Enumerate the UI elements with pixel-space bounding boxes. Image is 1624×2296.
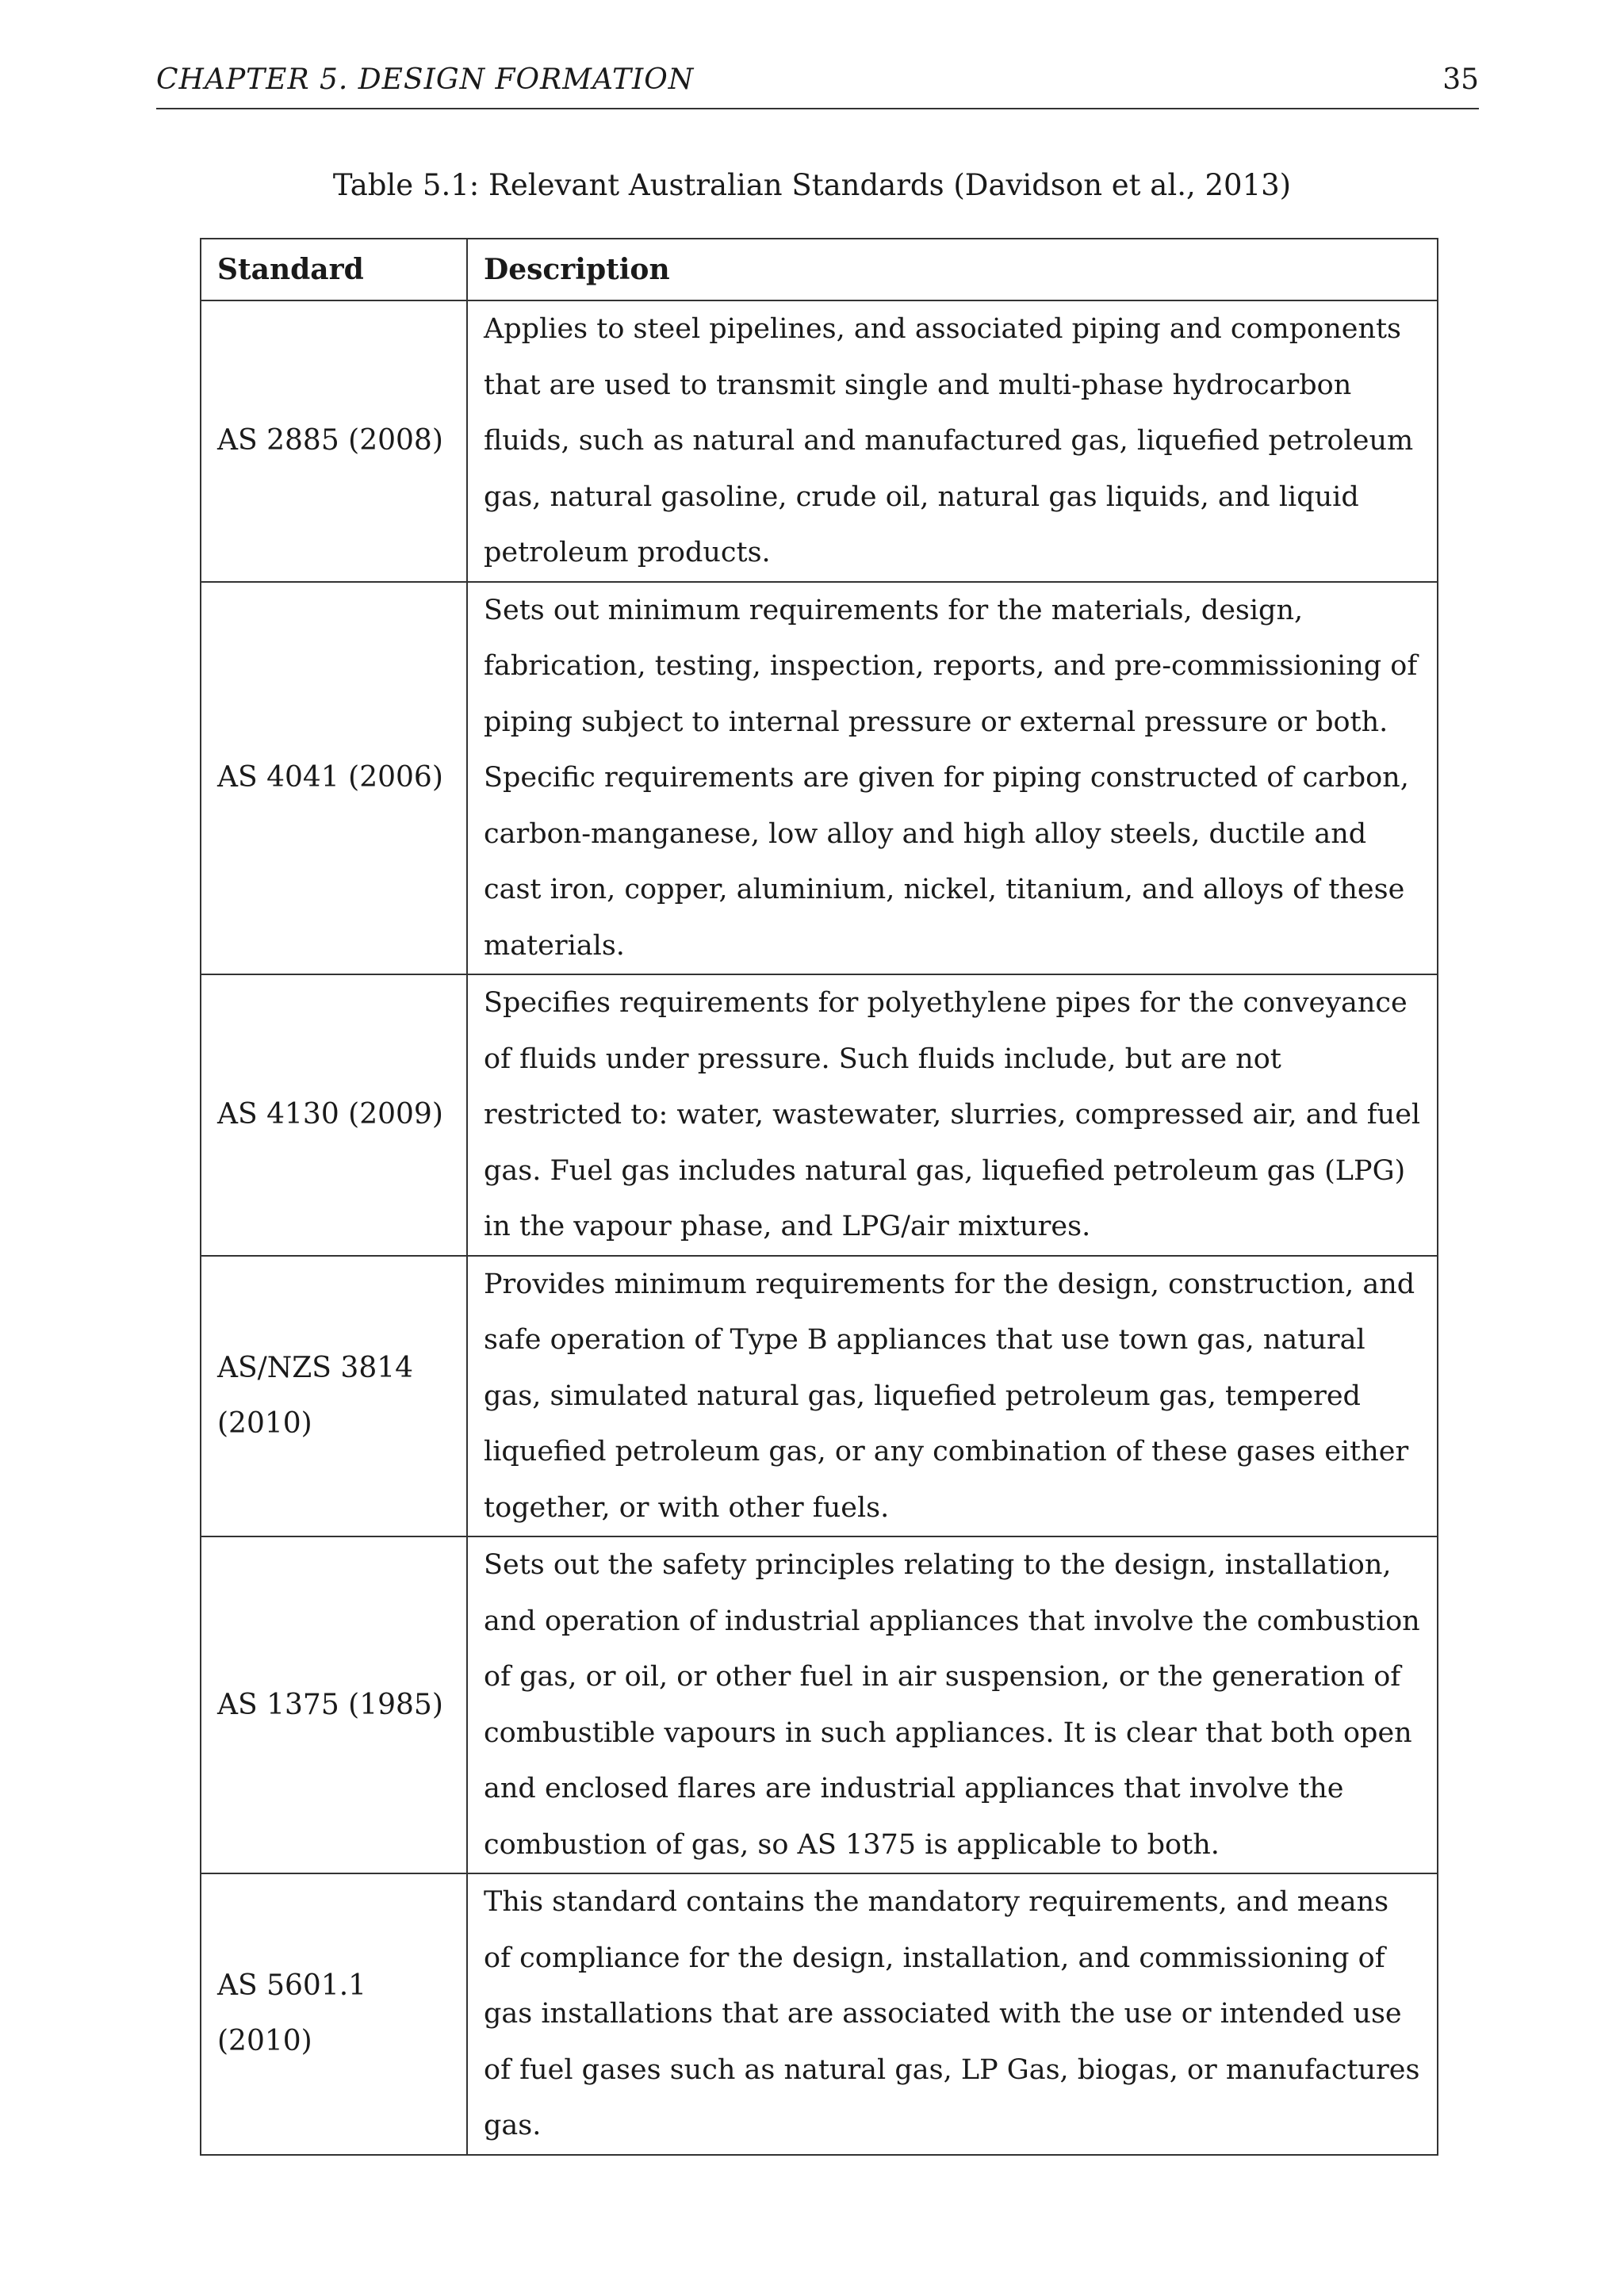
table-row bbox=[201, 1873, 1438, 2155]
table-caption: Table 5.1: Relevant Australian Standards (Davidson et al., 2013) bbox=[332, 168, 1292, 202]
table-row bbox=[201, 1256, 1438, 1537]
description-cell: Applies to steel pipelines, and associated piping and components that are used to transmit single and multi-phase hydrocarbon fluids, such as natural and manufactured gas, liquefied petroleum gas, natural gasoline, crude oil, natural gas liquids, and liquid petroleum products. bbox=[467, 300, 1438, 582]
description-cell: This standard contains the mandatory requirements, and means of compliance for the design, installation, and commissioning of gas installations that are associated with the use or intended use of fuel gases such as natural gas, LP Gas, biogas, or manufactures gas. bbox=[467, 1873, 1438, 2155]
table-row bbox=[201, 582, 1438, 975]
description-cell: Sets out minimum requirements for the materials, design, fabrication, testing, inspection, reports, and pre-commissioning of piping subject to internal pressure or external pressure or both. Specific requirements are given for piping constructed of carbon, carbon-manganese, low alloy and high alloy steels, ductile and cast iron, copper, aluminium, nickel, titanium, and alloys of these materials. bbox=[467, 582, 1438, 975]
page-header bbox=[156, 59, 1479, 109]
running-head-chapter: CHAPTER 5. DESIGN FORMATION bbox=[156, 63, 695, 96]
description-cell: Sets out the safety principles relating to the design, installation, and operation of industrial appliances that involve the combustion of gas, or oil, or other fuel in air suspension, or the generation of combustible vapours in such appliances. It is clear that both open and enclosed flares are industrial appliances that involve the combustion of gas, so AS 1375 is applicable to both. bbox=[467, 1536, 1438, 1873]
table-row bbox=[201, 1536, 1438, 1873]
standards-table bbox=[200, 238, 1438, 2156]
column-header-description: Description bbox=[467, 239, 1438, 300]
standard-cell: AS 4041 (2006) bbox=[201, 582, 467, 975]
description-cell: Provides minimum requirements for the design, construction, and safe operation of Type B appliances that use town gas, natural gas, simulated natural gas, liquefied petroleum gas, tempered liquefied petroleum gas, or any combination of these gases either together, or with other fuels. bbox=[467, 1256, 1438, 1537]
standard-cell: AS 1375 (1985) bbox=[201, 1536, 467, 1873]
description-cell: Specifies requirements for polyethylene pipes for the conveyance of fluids under pressure. Such fluids include, but are not restricted to: water, wastewater, slurries, compressed air, and fuel gas. Fuel gas includes natural gas, liquefied petroleum gas (LPG) in the vapour phase, and LPG/air mixtures. bbox=[467, 974, 1438, 1256]
table-header-row bbox=[201, 239, 1438, 300]
standard-cell: AS/NZS 3814 (2010) bbox=[201, 1256, 467, 1537]
page-number: 35 bbox=[1442, 63, 1479, 96]
table-row bbox=[201, 974, 1438, 1256]
column-header-standard: Standard bbox=[201, 239, 467, 300]
standard-cell: AS 2885 (2008) bbox=[201, 300, 467, 582]
standard-cell: AS 4130 (2009) bbox=[201, 974, 467, 1256]
standard-cell: AS 5601.1 (2010) bbox=[201, 1873, 467, 2155]
table-row bbox=[201, 300, 1438, 582]
